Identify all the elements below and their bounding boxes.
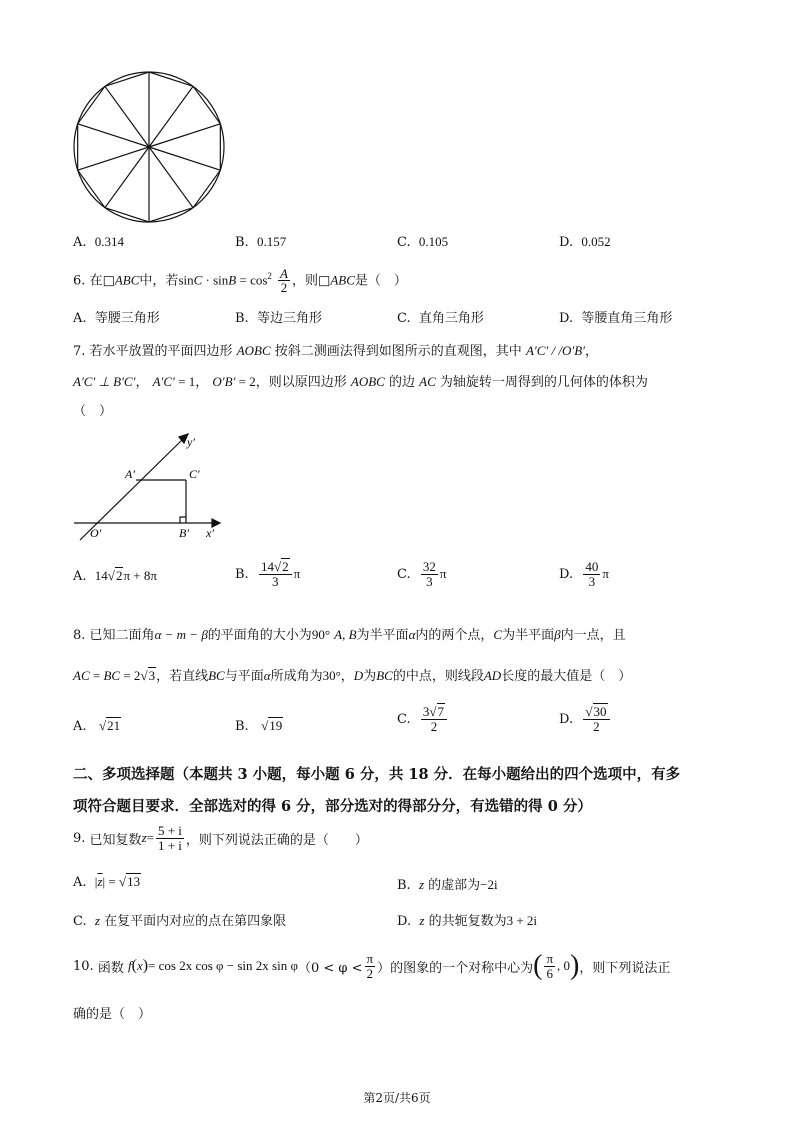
point-c-label: C′ xyxy=(189,467,200,481)
q7-option-a: A. 14 √2 π + 8π xyxy=(73,568,157,584)
q9-stem: 9. 已知复数 z = $\frac{5 + i}{1 + i}$ ，则下列说法正确的是（ ） xyxy=(73,823,368,853)
spoke-line xyxy=(78,147,149,170)
spoke-line xyxy=(105,147,149,208)
point-b-label: B′ xyxy=(179,526,189,540)
point-o-label: O′ xyxy=(90,526,102,540)
q7-stem-line1: 7. 若水平放置的平面四边形 AOBC 按斜二测画法得到如图所示的直观图，其中 A′C′ / /O′B′， xyxy=(73,343,599,359)
q5-option-d: D. 0.052 xyxy=(559,234,611,250)
q8-stem-line1: 8. 已知二面角α − m − β的平面角的大小为90° A, B为半平面α内的两个点，C为半平面β内一点，且 xyxy=(73,627,626,643)
spoke-line xyxy=(149,147,220,170)
q8-option-a: A. √21 xyxy=(73,718,121,734)
q9-option-a: A. $|\overline{z}| = √13$ xyxy=(73,874,141,890)
spoke-line xyxy=(149,124,220,147)
section-2-header-line1: 二、多项选择题（本题共 3 小题，每小题 6 分，共 18 分．在每小题给出的四个选项中，有多 xyxy=(73,766,681,783)
q9-option-c: C. z 在复平面内对应的点在第四象限 xyxy=(73,913,287,929)
q7-option-b: B. $\frac{14√2}{3}$ π xyxy=(235,559,301,589)
q7-option-c: C. $\frac{32}{3}$ π xyxy=(397,559,447,589)
q6-option-b: B. 等边三角形 xyxy=(235,311,322,326)
x-axis-label: x′ xyxy=(206,526,214,540)
q8-option-d: D. $\frac{√30}{2}$ xyxy=(559,705,612,733)
spoke-line xyxy=(78,124,149,147)
q8-option-c: C. $\frac{3√7}{2}$ xyxy=(397,705,449,733)
q6-fraction: $\frac{A}{2}$ xyxy=(280,265,288,296)
q10-stem-line1: 10. 函数 f ( x ) = cos 2x cos φ − sin 2x sin φ （0 < φ < $\frac{\pi}{2}$ ） 的图象的一个对称中心为 ( $\frac{\pi}{6}$ , 0 ) ，则下列说法正 xyxy=(73,950,671,982)
q8-stem-line2: AC = BC = 2√3，若直线BC与平面α所成角为30°，D为BC的中点，则线段AD长度的最大值是（ ） xyxy=(73,668,632,684)
q6-option-d: D. 等腰直角三角形 xyxy=(559,311,673,326)
q8-option-b: B. √19 xyxy=(235,718,283,734)
q7-oblique-figure xyxy=(70,428,230,546)
q7-stem-line2: A′C′ ⊥ B′C′， A′C′ = 1， O′B′ = 2，则以原四边形 AOBC 的边 AC 为轴旋转一周得到的几何体的体积为 xyxy=(73,374,648,390)
q5-circle-figure xyxy=(70,68,228,226)
spoke-line xyxy=(149,86,193,147)
y-axis-label: y′ xyxy=(187,435,195,449)
q6-option-c: C. 直角三角形 xyxy=(397,311,484,326)
section-2-header-line2: 项符合题目要求．全部选对的得 6 分，部分选对的得部分分，有选错的得 0 分） xyxy=(73,798,592,815)
q9-option-d: D. z 的共轭复数为3 + 2i xyxy=(397,913,538,929)
page-footer: 第2页/共6页 xyxy=(363,1091,431,1105)
spoke-line xyxy=(105,86,149,147)
q9-option-b: B. z 的虚部为−2i xyxy=(397,877,498,893)
q5-option-b: B. 0.157 xyxy=(235,234,287,250)
q6-option-a: A. 等腰三角形 xyxy=(73,311,160,326)
point-a-label: A′ xyxy=(125,467,135,481)
q10-stem-line2: 确的是（ ） xyxy=(73,1007,152,1022)
right-angle-mark xyxy=(180,517,186,523)
q5-option-c: C. 0.105 xyxy=(397,234,449,250)
y-axis-line xyxy=(80,440,182,540)
q7-stem-line3: （ ） xyxy=(73,404,113,419)
q7-option-d: D. $\frac{40}{3}$ π xyxy=(559,559,609,589)
q5-option-a: A. 0.314 xyxy=(73,234,125,250)
q6-stem: 6. 在□ABC中，若$\sin C \cdot \sin B = \cos^2$ $\frac{A}{2}$ ，则□ABC是（ ） xyxy=(73,265,407,296)
spoke-line xyxy=(149,147,193,208)
